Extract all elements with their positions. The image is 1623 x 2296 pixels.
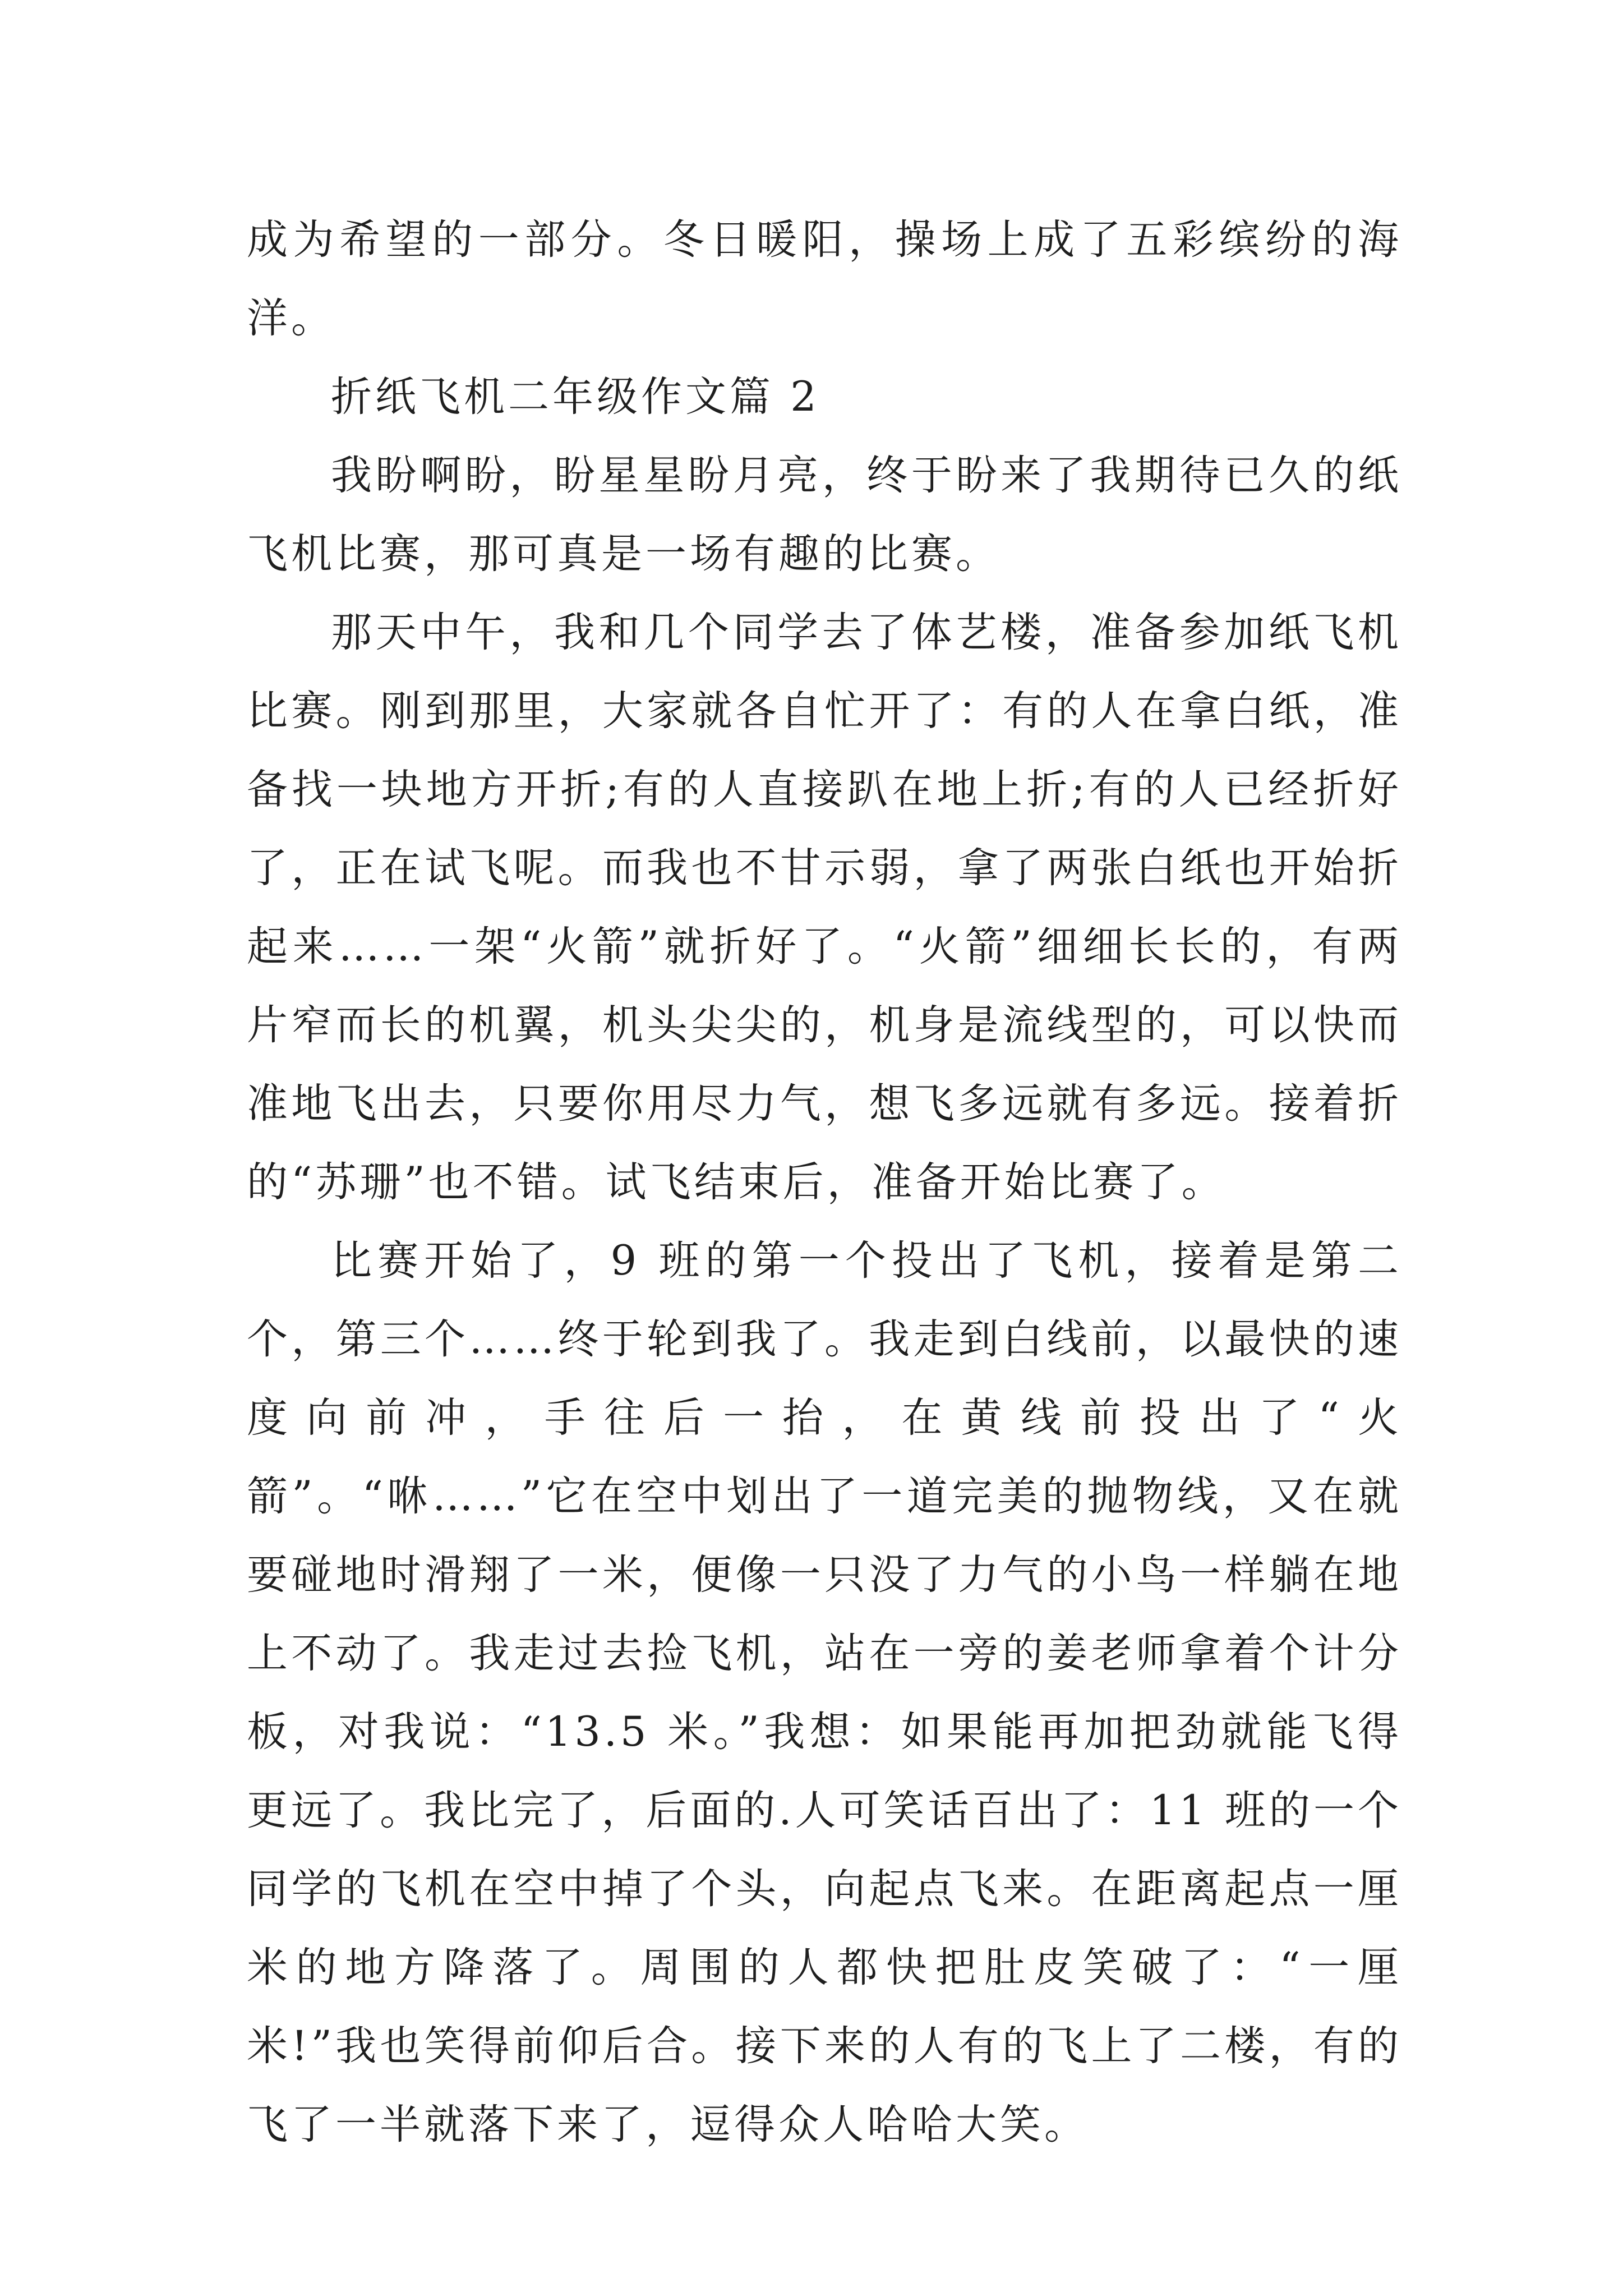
article-body xyxy=(247,201,1402,2164)
paragraph-continued: 成为希望的一部分。冬日暖阳，操场上成了五彩缤纷的海洋。 xyxy=(247,216,1402,342)
paragraph: 比赛开始了，9 班的第一个投出了飞机，接着是第二个，第三个……终于轮到我了。我走到白线前，以最快的速度向前冲，手往后一抬，在黄线前投出了“火箭”。“咻……”它在空中划出了一道完美的抛物线，又在就要碰地时滑翔了一米，便像一只没了力气的小鸟一样躺在地上不动了。我走过去捡飞机，站在一旁的姜老师拿着个计分板，对我说：“13.5 米。”我想：如果能再加把劲就能飞得更远了。我比完了，后面的.人可笑话百出了：11 班的一个同学的飞机在空中掉了个头，向起点飞来。在距离起点一厘米的地方降落了。周围的人都快把肚皮笑破了：“一厘米!”我也笑得前仰后合。接下来的人有的飞上了二楼，有的飞了一半就落下来了，逗得众人哈哈大笑。 xyxy=(247,1237,1402,2148)
section-heading: 折纸飞机二年级作文篇 2 xyxy=(331,373,820,421)
paragraph: 那天中午，我和几个同学去了体艺楼，准备参加纸飞机比赛。刚到那里，大家就各自忙开了：有的人在拿白纸，准备找一块地方开折;有的人直接趴在地上折;有的人已经折好了，正在试飞呢。而我也不甘示弱，拿了两张白纸也开始折起来……一架“火箭”就折好了。“火箭”细细长长的，有两片窄而长的机翼，机头尖尖的，机身是流线型的，可以快而准地飞出去，只要你用尽力气，想飞多远就有多远。接着折的“苏珊”也不错。试飞结束后，准备开始比赛了。 xyxy=(247,609,1402,1206)
paragraph: 我盼啊盼，盼星星盼月亮，终于盼来了我期待已久的纸飞机比赛，那可真是一场有趣的比赛。 xyxy=(247,452,1402,578)
